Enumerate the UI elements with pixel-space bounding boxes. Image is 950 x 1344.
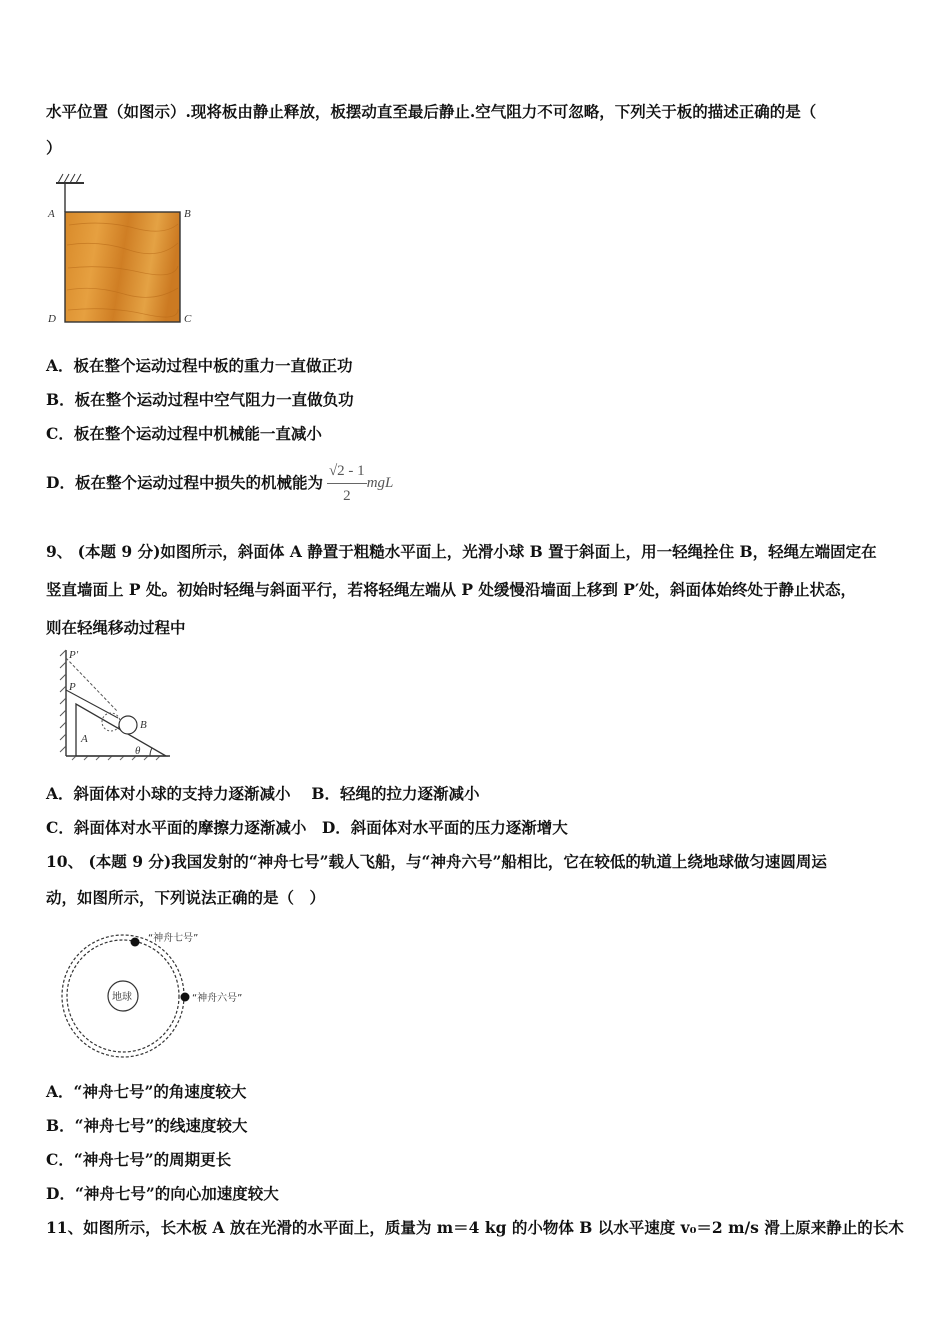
fraction-suffix: mgL: [366, 475, 394, 491]
q10-option-d: D．“神舟七号”的向心加速度较大: [46, 1184, 279, 1203]
corner-label-d: D: [48, 313, 56, 325]
shenzhou6-label: “神舟六号”: [192, 993, 243, 1004]
q8-option-d-text: D．板在整个运动过程中损失的机械能为: [46, 473, 323, 492]
ball-b: [119, 716, 137, 734]
label-b: B: [140, 719, 147, 731]
label-p-prime: P′: [69, 649, 79, 661]
q10-option-a: A．“神舟七号”的角速度较大: [46, 1082, 247, 1101]
q9-options-row2: C．斜面体对水平面的摩擦力逐渐减小 D．斜面体对水平面的压力逐渐增大: [46, 818, 568, 837]
label-a: A: [81, 733, 88, 745]
q9-stem-line3: 则在轻绳移动过程中: [46, 618, 186, 637]
shenzhou7-label: “神舟七号”: [148, 933, 199, 944]
q8-option-a: A．板在整个运动过程中板的重力一直做正功: [46, 356, 353, 375]
q9-options-row1: A．斜面体对小球的支持力逐渐减小 B．轻绳的拉力逐渐减小: [46, 784, 480, 803]
q9-stem-line2: 竖直墙面上 P 处。初始时轻绳与斜面平行，若将轻绳左端从 P 处缓慢沿墙面上移到 P′处，斜面体始终处于静止状态，: [46, 580, 857, 599]
shenzhou6-dot: [181, 993, 190, 1002]
q11-stem-line1: 11、如图所示，长木板 A 放在光滑的水平面上，质量为 m＝4 kg 的小物体 B 以水平速度 v₀＝2 m/s 滑上原来静止的长木: [46, 1218, 904, 1237]
corner-label-b: B: [184, 208, 191, 220]
q9-stem-line1: 9、 (本题 9 分)如图所示，斜面体 A 静置于粗糙水平面上，光滑小球 B 置于斜面上，用一轻绳拴住 B，轻绳左端固定在: [46, 542, 877, 561]
shenzhou7-dot: [131, 938, 140, 947]
q8-option-c: C．板在整个运动过程中机械能一直减小: [46, 424, 322, 443]
ceiling-hatch-icon: [56, 174, 84, 212]
q8-option-d: [46, 458, 393, 508]
q10-stem-line1: 10、 (本题 9 分)我国发射的“神舟七号”载人飞船，与“神舟六号”船相比，它在较低的轨道上绕地球做匀速圆周运: [46, 852, 827, 871]
wall-hatch-icon: [60, 650, 66, 756]
q10-option-c: C．“神舟七号”的周期更长: [46, 1150, 232, 1169]
label-theta: θ: [135, 745, 141, 757]
earth-label: 地球: [112, 992, 132, 1003]
corner-label-c: C: [184, 313, 192, 325]
q10-option-b: B．“神舟七号”的线速度较大: [46, 1116, 248, 1135]
q9-incline-figure: [56, 646, 176, 762]
q8-stem-line1: 水平位置（如图示）.现将板由静止释放，板摆动直至最后静止.空气阻力不可忽略，下列关于板的描述正确的是（: [46, 102, 817, 121]
energy-fraction: [327, 461, 367, 506]
q8-stem-line2: ）: [46, 138, 62, 157]
q10-orbit-figure: [56, 926, 266, 1060]
label-p: P: [69, 681, 76, 693]
q8-option-b: B．板在整个运动过程中空气阻力一直做负功: [46, 390, 354, 409]
fraction-numerator: √2 - 1: [327, 461, 367, 484]
corner-label-a: A: [48, 208, 55, 220]
q10-stem-line2: 动，如图所示，下列说法正确的是（ ）: [46, 888, 326, 907]
q8-board-figure: [44, 170, 204, 330]
fraction-denominator: 2: [343, 487, 351, 504]
